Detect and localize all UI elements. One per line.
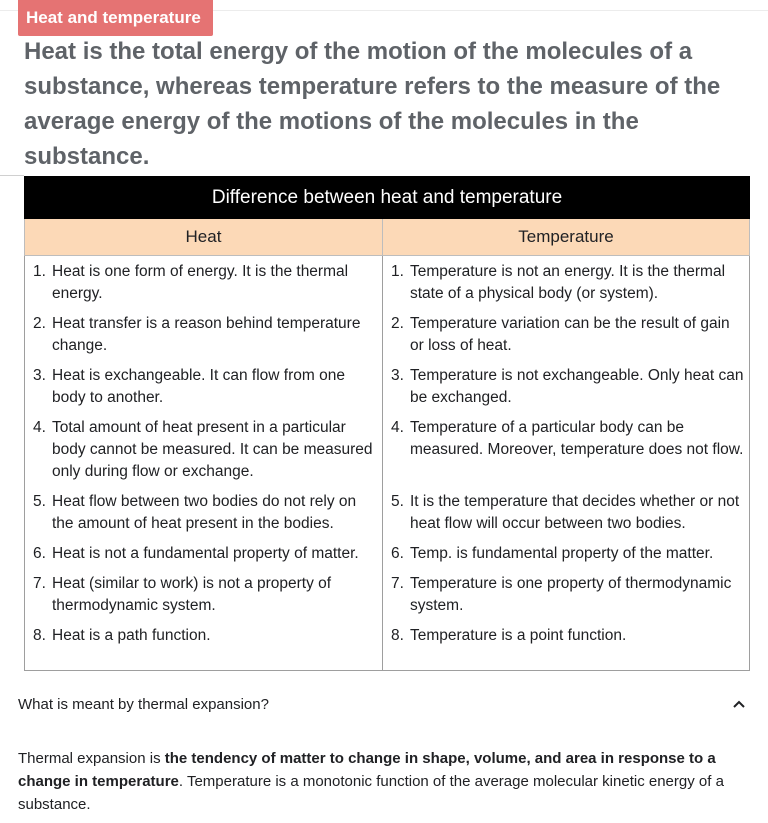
item-number: 7. xyxy=(391,575,404,592)
item-number: 8. xyxy=(33,627,46,644)
table-caption: Difference between heat and temperature xyxy=(25,177,750,219)
temperature-text: Temperature is one property of thermodynamic system. xyxy=(410,575,732,614)
item-number: 2. xyxy=(391,315,404,332)
heat-cell xyxy=(25,568,383,620)
heat-text: Heat flow between two bodies do not rely on the amount of heat present in the bodies. xyxy=(52,493,357,532)
headline: Heat is the total energy of the motion of the molecules of a substance, whereas temperature refers to the measure of the average energy of the motions of the molecules in the substance. xyxy=(24,38,721,170)
temperature-cell xyxy=(383,256,750,309)
column-header-temperature: Temperature xyxy=(383,219,750,256)
table-row xyxy=(25,568,750,620)
table-row xyxy=(25,256,750,309)
heat-text: Heat is exchangeable. It can flow from one body to another. xyxy=(52,367,345,406)
table-row xyxy=(25,360,750,412)
faq-question: What is meant by thermal expansion? xyxy=(18,695,269,713)
heat-text: Heat (similar to work) is not a property of thermodynamic system. xyxy=(52,575,332,614)
heat-cell xyxy=(25,256,383,309)
temperature-text: Temperature is not exchangeable. Only heat can be exchanged. xyxy=(410,367,744,406)
topic-tag[interactable]: Heat and temperature xyxy=(18,0,213,36)
heat-text: Heat is a path function. xyxy=(52,627,211,644)
item-number: 3. xyxy=(391,367,404,384)
temperature-text: Temperature of a particular body can be measured. Moreover, temperature does not flow. xyxy=(410,419,744,458)
heat-text: Heat transfer is a reason behind temperature change. xyxy=(52,315,361,354)
temperature-text: Temp. is fundamental property of the matter. xyxy=(410,545,714,562)
answer-text: Thermal expansion is xyxy=(18,750,165,767)
item-number: 8. xyxy=(391,627,404,644)
temperature-cell xyxy=(383,486,750,538)
item-number: 5. xyxy=(391,493,404,510)
item-number: 3. xyxy=(33,367,46,384)
temperature-cell xyxy=(383,360,750,412)
item-number: 7. xyxy=(33,575,46,592)
table-row xyxy=(25,620,750,671)
heat-text: Heat is not a fundamental property of matter. xyxy=(52,545,359,562)
faq-question-toggle[interactable] xyxy=(18,692,748,716)
item-number: 5. xyxy=(33,493,46,510)
heat-cell xyxy=(25,308,383,360)
temperature-cell xyxy=(383,538,750,568)
divider xyxy=(0,175,24,176)
temperature-cell xyxy=(383,308,750,360)
item-number: 4. xyxy=(33,419,46,436)
heat-cell xyxy=(25,620,383,671)
comparison-table xyxy=(24,176,750,671)
item-number: 1. xyxy=(33,263,46,280)
table-row xyxy=(25,538,750,568)
temperature-cell xyxy=(383,568,750,620)
heat-cell xyxy=(25,486,383,538)
faq-answer xyxy=(18,747,758,816)
temperature-text: Temperature variation can be the result of gain or loss of heat. xyxy=(410,315,730,354)
heat-text: Total amount of heat present in a particular body cannot be measured. It can be measured only during flow or exchange. xyxy=(52,419,373,480)
item-number: 4. xyxy=(391,419,404,436)
temperature-cell xyxy=(383,412,750,486)
table-row xyxy=(25,412,750,486)
item-number: 6. xyxy=(33,545,46,562)
heat-cell xyxy=(25,360,383,412)
table-row xyxy=(25,486,750,538)
heat-cell xyxy=(25,538,383,568)
table-body xyxy=(25,256,750,671)
column-header-heat: Heat xyxy=(25,219,383,256)
heat-text: Heat is one form of energy. It is the thermal energy. xyxy=(52,263,349,302)
temperature-cell xyxy=(383,620,750,671)
temperature-text: Temperature is not an energy. It is the thermal state of a physical body (or system). xyxy=(410,263,726,302)
item-number: 6. xyxy=(391,545,404,562)
chevron-up-icon[interactable] xyxy=(732,697,746,711)
table-row xyxy=(25,308,750,360)
answer-text-end: . Temperature is a monotonic function of the average molecular kinetic energy of a substance. xyxy=(18,773,724,813)
item-number: 1. xyxy=(391,263,404,280)
temperature-text: Temperature is a point function. xyxy=(410,627,627,644)
temperature-text: It is the temperature that decides whether or not heat flow will occur between two bodies. xyxy=(410,493,740,532)
answer-emphasis: the tendency of matter to change in shape, volume, and area in response to a change in temperature xyxy=(18,750,716,790)
item-number: 2. xyxy=(33,315,46,332)
heat-cell xyxy=(25,412,383,486)
